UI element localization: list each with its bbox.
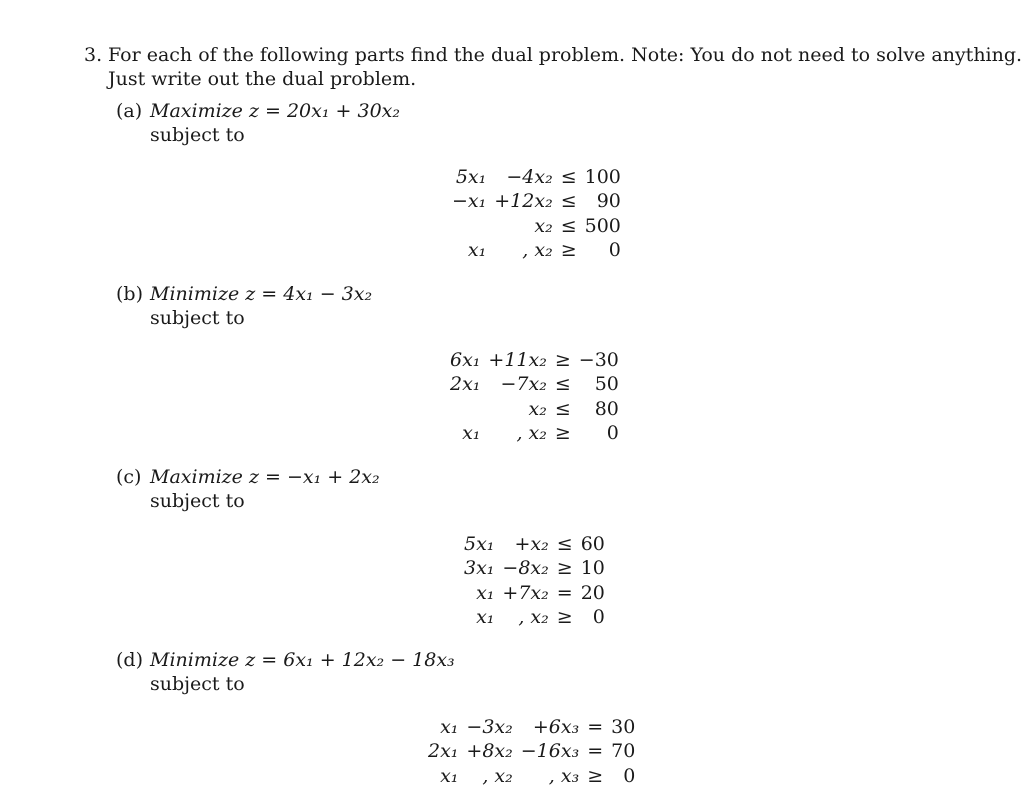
term-x2: +7x₂ <box>502 581 549 604</box>
relation: ≥ <box>587 764 604 787</box>
constraint-row <box>448 239 625 264</box>
relation: ≥ <box>554 422 571 445</box>
relation: = <box>587 740 604 763</box>
term-x2: −7x₂ <box>500 373 547 396</box>
term-x1: 3x₁ <box>464 557 495 580</box>
term-x2: +8x₂ <box>466 740 513 763</box>
constraint-row <box>446 373 623 398</box>
term-x2: +12x₂ <box>494 190 553 213</box>
relation: = <box>587 715 604 738</box>
part-a-label: (a) <box>116 100 143 122</box>
part-d-constraints <box>424 715 639 789</box>
term-x2: −4x₂ <box>506 165 553 188</box>
constraint-row <box>460 532 609 557</box>
part-d-subject-to: subject to <box>150 673 245 695</box>
part-c-objective: Maximize z = −x₁ + 2x₂ <box>150 466 380 488</box>
rhs: 500 <box>584 214 621 237</box>
term-x1: 2x₁ <box>450 373 481 396</box>
rhs: 90 <box>596 190 621 213</box>
term-x1: x₁ <box>467 239 487 262</box>
relation: ≤ <box>560 214 577 237</box>
rhs: 20 <box>580 581 605 604</box>
part-b-objective: Minimize z = 4x₁ − 3x₂ <box>150 283 373 305</box>
term-x1: x₁ <box>476 581 495 604</box>
term-x1 <box>446 397 484 422</box>
term-x2: x₂ <box>534 214 553 237</box>
term-x1: −x₁ <box>452 190 487 213</box>
term-x2: −8x₂ <box>502 557 549 580</box>
problem-number: 3. <box>84 44 103 66</box>
rhs: 0 <box>592 606 605 629</box>
part-c-constraints <box>460 532 609 630</box>
rhs: 0 <box>623 764 636 787</box>
part-a-constraints <box>448 165 625 263</box>
problem-intro-line-1: For each of the following parts find the dual problem. Note: You do not need to solve anything. <box>108 44 1023 66</box>
term-x1: x₁ <box>462 422 481 445</box>
rhs: 60 <box>580 532 605 555</box>
constraint-row <box>424 715 639 740</box>
constraint-row <box>424 764 639 789</box>
term-x2: +x₂ <box>514 532 549 555</box>
rhs: 30 <box>611 715 636 738</box>
term-x3: , x₃ <box>548 764 580 787</box>
term-x1: x₁ <box>476 606 495 629</box>
relation: ≤ <box>560 165 577 188</box>
constraint-row <box>446 422 623 447</box>
relation: ≤ <box>560 190 577 213</box>
constraint-row <box>448 165 625 190</box>
relation: ≥ <box>554 348 571 371</box>
rhs: 100 <box>584 165 621 188</box>
rhs: 10 <box>580 557 605 580</box>
term-x2: −3x₂ <box>466 715 513 738</box>
relation: ≤ <box>554 397 571 420</box>
term-x2: x₂ <box>528 397 547 420</box>
term-x2: +11x₂ <box>488 348 547 371</box>
term-x1: x₁ <box>440 764 459 787</box>
constraint-row <box>460 581 609 606</box>
part-b-constraints <box>446 348 623 446</box>
part-b-subject-to: subject to <box>150 307 245 329</box>
part-c-label: (c) <box>116 466 142 488</box>
part-a-subject-to: subject to <box>150 124 245 146</box>
rhs: 50 <box>594 373 619 396</box>
relation: ≥ <box>556 557 573 580</box>
part-c-subject-to: subject to <box>150 490 245 512</box>
relation: = <box>556 581 573 604</box>
term-x1 <box>448 214 490 239</box>
term-x1: 6x₁ <box>450 348 481 371</box>
term-x3: −16x₃ <box>520 740 580 763</box>
constraint-row <box>446 348 623 373</box>
term-x1: 2x₁ <box>428 740 459 763</box>
relation: ≥ <box>556 606 573 629</box>
relation: ≤ <box>556 532 573 555</box>
relation: ≥ <box>560 239 577 262</box>
constraint-row <box>448 214 625 239</box>
term-x2: , x₂ <box>518 606 549 629</box>
constraint-row <box>460 606 609 631</box>
rhs: 0 <box>606 422 619 445</box>
term-x3: +6x₃ <box>532 715 580 738</box>
term-x1: x₁ <box>440 715 459 738</box>
rhs: 80 <box>594 397 619 420</box>
rhs: −30 <box>578 348 619 371</box>
problem-intro-line-2: Just write out the dual problem. <box>108 68 417 90</box>
rhs: 0 <box>608 239 621 262</box>
rhs: 70 <box>611 740 636 763</box>
part-d-objective: Minimize z = 6x₁ + 12x₂ − 18x₃ <box>150 649 455 671</box>
part-d-label: (d) <box>116 649 143 671</box>
constraint-row <box>424 740 639 765</box>
relation: ≤ <box>554 373 571 396</box>
term-x2: , x₂ <box>516 422 547 445</box>
term-x1: 5x₁ <box>455 165 487 188</box>
term-x2: , x₂ <box>522 239 553 262</box>
part-b-label: (b) <box>116 283 143 305</box>
term-x2: , x₂ <box>482 764 513 787</box>
term-x1: 5x₁ <box>464 532 495 555</box>
constraint-row <box>460 557 609 582</box>
constraint-row <box>448 190 625 215</box>
constraint-row <box>446 397 623 422</box>
part-a-objective: Maximize z = 20x₁ + 30x₂ <box>150 100 400 122</box>
